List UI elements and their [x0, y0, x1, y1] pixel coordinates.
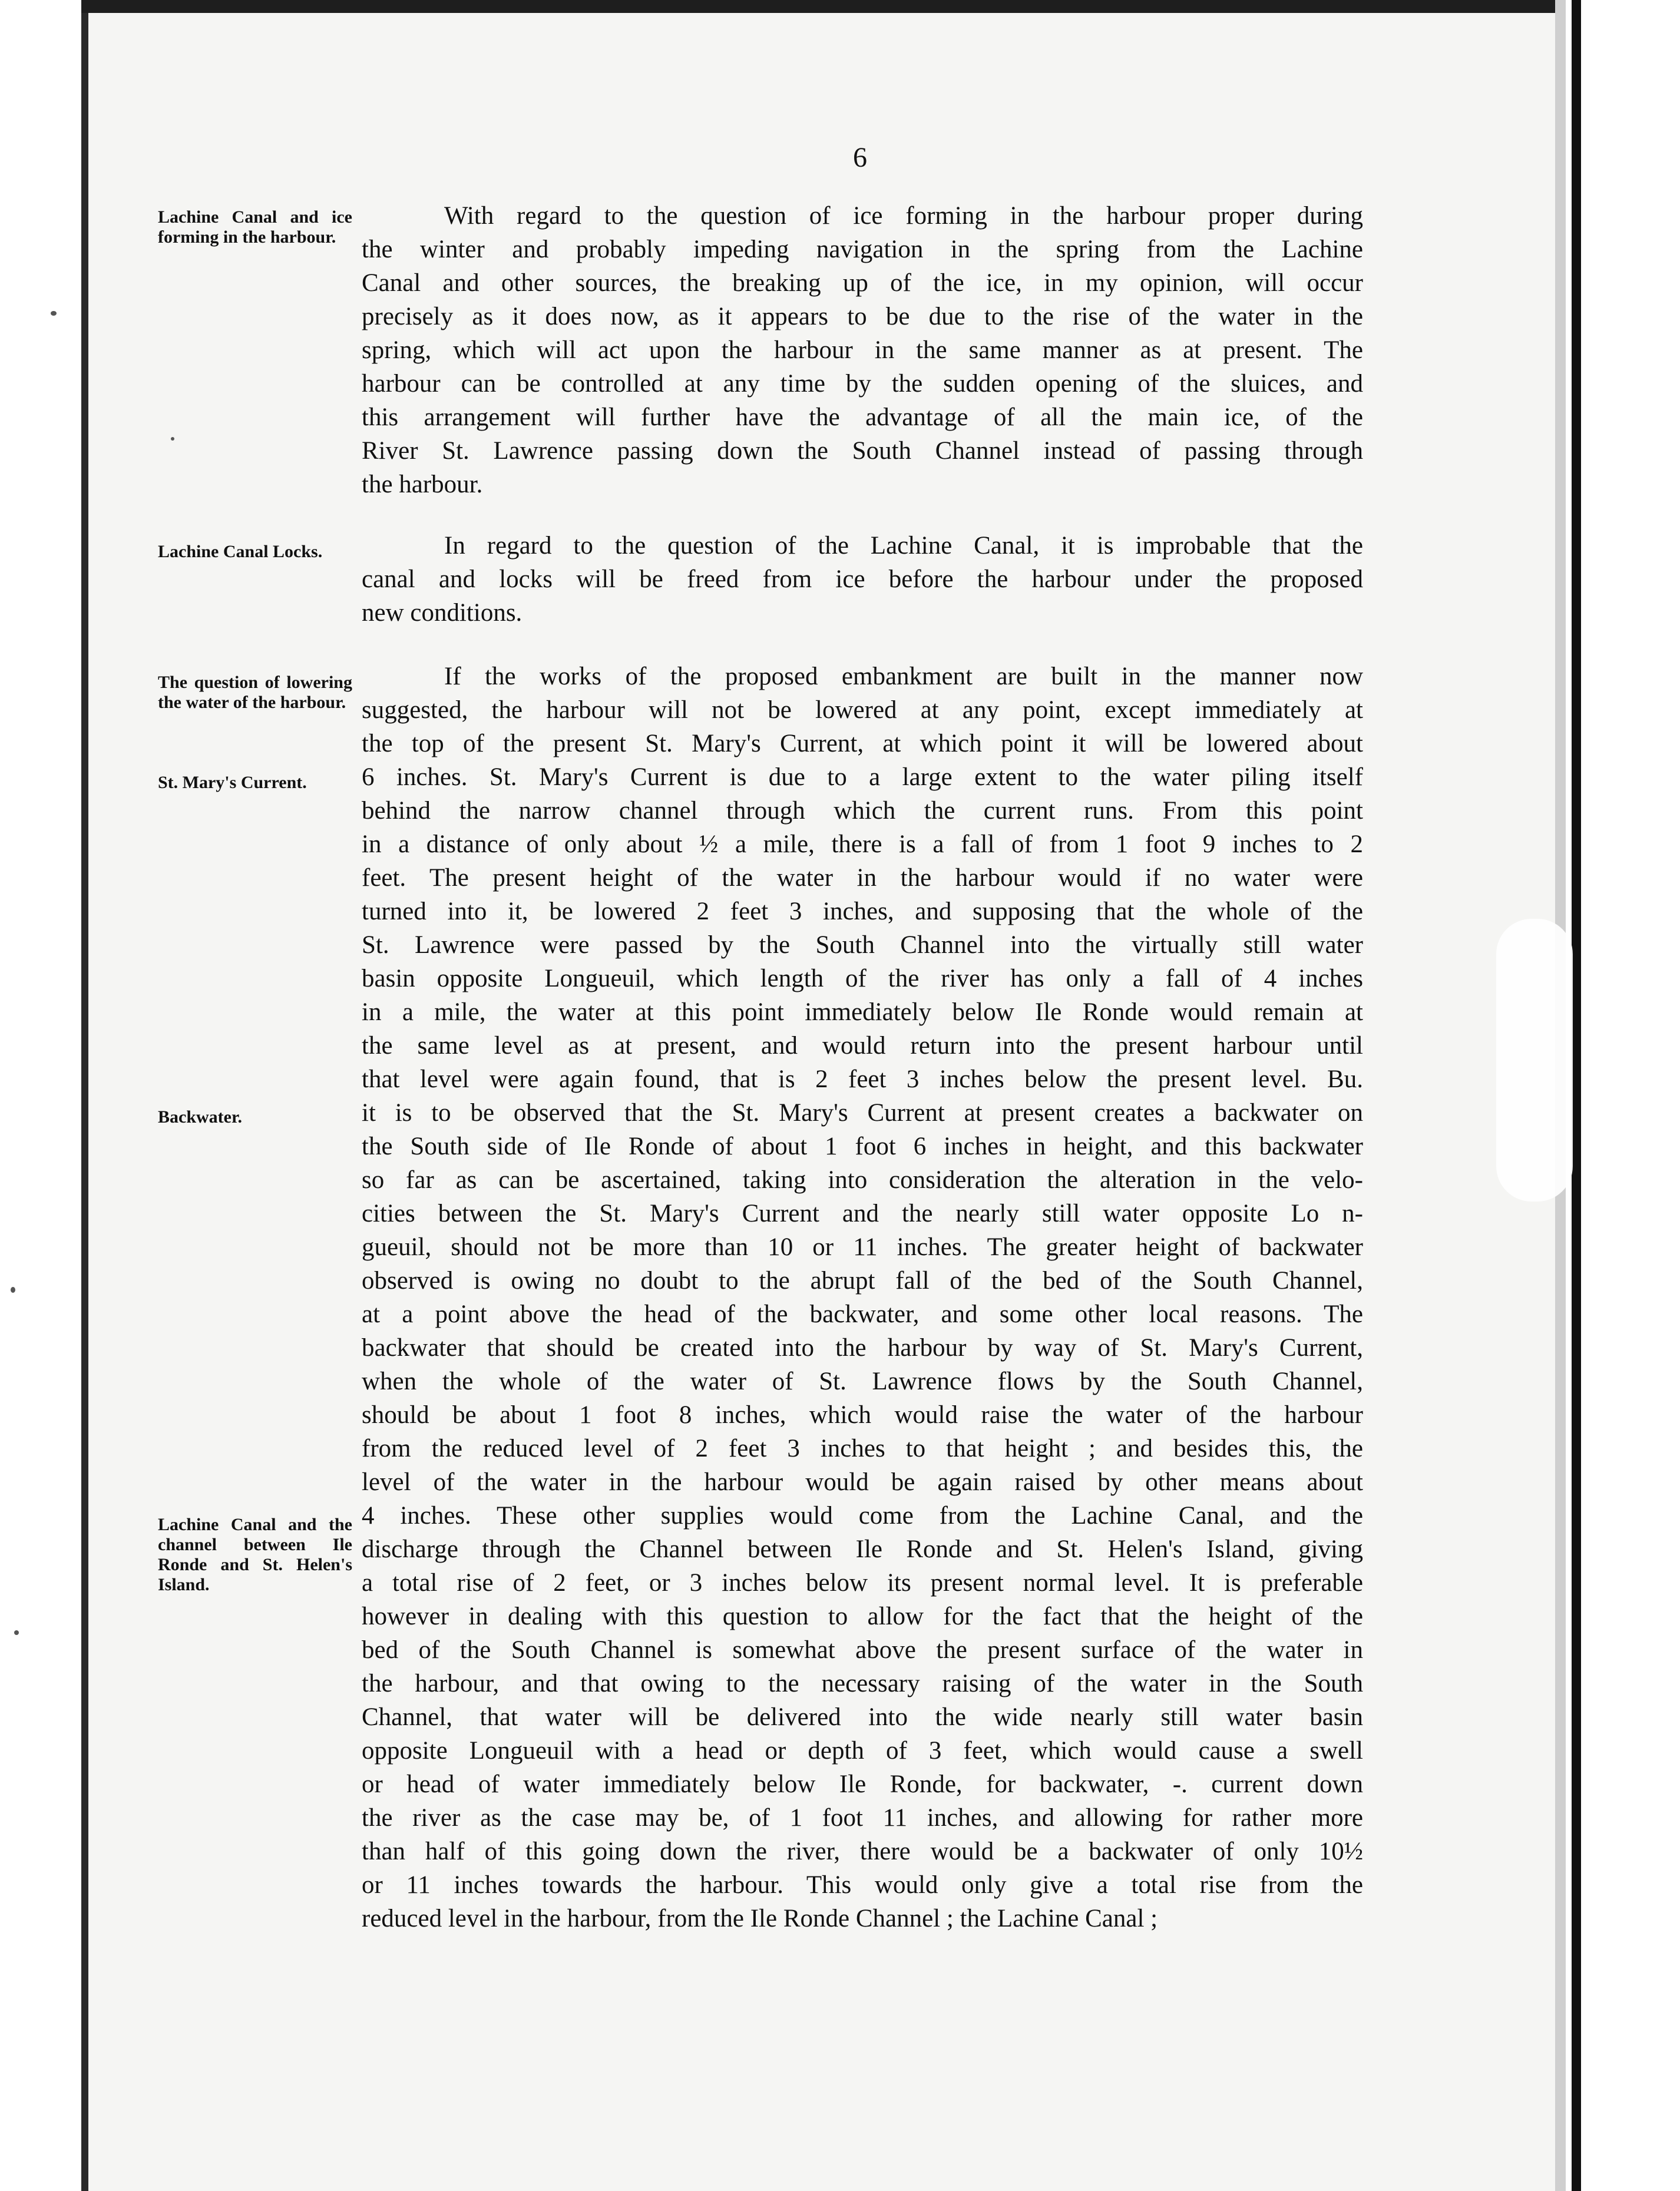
paragraph-ice [362, 199, 1363, 501]
text-line: that level were again found, that is 2 feet 3 inches below the present level. Bu. [362, 1065, 1363, 1093]
text-line: 4 inches. These other supplies would come from the Lachine Canal, and the [362, 1502, 1363, 1530]
text-line: Channel, that water will be delivered into the wide nearly still water basin [362, 1703, 1363, 1731]
text-line: the river as the case may be, of 1 foot 11 inches, and allowing for rather more [362, 1804, 1363, 1832]
text-line: behind the narrow channel through which the current runs. From this point [362, 797, 1363, 825]
text-line: new conditions. [362, 599, 522, 627]
margin-note-st-marys: St. Mary's Current. [158, 773, 307, 792]
scan-border-top [81, 0, 1566, 13]
text-line: level of the water in the harbour would be again raised by other means about [362, 1468, 1363, 1496]
text-line: 6 inches. St. Mary's Current is due to a large extent to the water piling itself [362, 763, 1363, 791]
scan-speck [14, 1630, 19, 1635]
text-line: gueuil, should not be more than 10 or 11 inches. The greater height of backwater [362, 1233, 1363, 1261]
text-line: bed of the South Channel is somewhat above the present surface of the water in [362, 1636, 1363, 1664]
text-line: or 11 inches towards the harbour. This would only give a total rise from the [362, 1871, 1363, 1899]
text-line: harbour can be controlled at any time by the sudden opening of the sluices, and [362, 370, 1363, 398]
text-line: than half of this going down the river, there would be a backwater of only 10½ [362, 1838, 1363, 1865]
text-line: spring, which will act upon the harbour in the same manner as at present. The [362, 336, 1363, 364]
text-line: in a distance of only about ½ a mile, there is a fall of from 1 foot 9 inches to 2 [362, 830, 1363, 858]
text-line: a total rise of 2 feet, or 3 inches below its present normal level. It is preferable [362, 1569, 1363, 1597]
text-line: feet. The present height of the water in the harbour would if no water were [362, 864, 1363, 892]
text-line: the winter and probably impeding navigation in the spring from the Lachine [362, 236, 1363, 263]
text-line: observed is owing no doubt to the abrupt fall of the bed of the South Channel, [362, 1267, 1363, 1295]
text-line: in a mile, the water at this point immediately below Ile Ronde would remain at [362, 998, 1363, 1026]
text-line: St. Lawrence were passed by the South Channel into the virtually still water [362, 931, 1363, 959]
scan-speck [51, 311, 57, 316]
text-line: it is to be observed that the St. Mary's Current at present creates a backwater on [362, 1099, 1363, 1127]
text-line: turned into it, be lowered 2 feet 3 inches, and supposing that the whole of the [362, 898, 1363, 925]
margin-note-channel: Lachine Canal and the channel between Ile Ronde and St. Helen's Island. [158, 1515, 352, 1594]
text-line: River St. Lawrence passing down the South Channel instead of passing through [362, 437, 1363, 465]
text-line: If the works of the proposed embankment are built in the manner now [444, 663, 1363, 690]
scan-speck [11, 1287, 15, 1293]
text-line: discharge through the Channel between Ile Ronde and St. Helen's Island, giving [362, 1535, 1363, 1563]
text-line: basin opposite Longueuil, which length of the river has only a fall of 4 inches [362, 965, 1363, 992]
text-line: the harbour. [362, 471, 483, 498]
text-line: the harbour, and that owing to the necessary raising of the water in the South [362, 1670, 1363, 1697]
paragraph-lowering [362, 660, 1363, 1935]
text-line: the same level as at present, and would return into the present harbour until [362, 1032, 1363, 1060]
text-line: from the reduced level of 2 feet 3 inches to that height ; and besides this, the [362, 1435, 1363, 1462]
text-line: suggested, the harbour will not be lowered at any point, except immediately at [362, 696, 1363, 724]
text-line: precisely as it does now, as it appears to be due to the rise of the water in the [362, 303, 1363, 330]
text-line: this arrangement will further have the advantage of all the main ice, of the [362, 403, 1363, 431]
text-line: In regard to the question of the Lachine Canal, it is improbable that the [444, 532, 1363, 560]
text-line: reduced level in the harbour, from the Ile Ronde Channel ; the Lachine Canal ; [362, 1905, 1158, 1932]
text-line: at a point above the head of the backwater, and some other local reasons. The [362, 1300, 1363, 1328]
text-line: Canal and other sources, the breaking up of the ice, in my opinion, will occur [362, 269, 1363, 297]
margin-note-locks: Lachine Canal Locks. [158, 542, 323, 561]
scan-speck [171, 437, 174, 441]
text-line: canal and locks will be freed from ice before the harbour under the proposed [362, 565, 1363, 593]
scan-border-left [81, 0, 88, 2191]
binding-spine [1572, 0, 1581, 2191]
text-line: cities between the St. Mary's Current and the nearly still water opposite Lo n- [362, 1200, 1363, 1227]
margin-note-lowering: The question of lowering the water of the harbour. [158, 673, 352, 712]
text-line: or head of water immediately below Ile Ronde, for backwater, -. current down [362, 1770, 1363, 1798]
text-line: should be about 1 foot 8 inches, which would raise the water of the harbour [362, 1401, 1363, 1429]
text-line: when the whole of the water of St. Lawrence flows by the South Channel, [362, 1368, 1363, 1395]
text-line: backwater that should be created into the harbour by way of St. Mary's Current, [362, 1334, 1363, 1362]
text-line: opposite Longueuil with a head or depth of 3 feet, which would cause a swell [362, 1737, 1363, 1765]
margin-note-ice: Lachine Canal and ice forming in the harbour. [158, 207, 352, 247]
text-line: however in dealing with this question to allow for the fact that the height of the [362, 1603, 1363, 1630]
text-line: With regard to the question of ice forming in the harbour proper during [444, 202, 1363, 230]
margin-note-backwater: Backwater. [158, 1107, 243, 1127]
scan-blot [1496, 919, 1573, 1202]
text-line: so far as can be ascertained, taking into consideration the alteration in the velo- [362, 1166, 1363, 1194]
text-line: the South side of Ile Ronde of about 1 foot 6 inches in height, and this backwater [362, 1133, 1363, 1160]
page-number: 6 [853, 142, 867, 173]
text-line: the top of the present St. Mary's Current, at which point it will be lowered about [362, 730, 1363, 757]
paragraph-locks [362, 529, 1363, 630]
